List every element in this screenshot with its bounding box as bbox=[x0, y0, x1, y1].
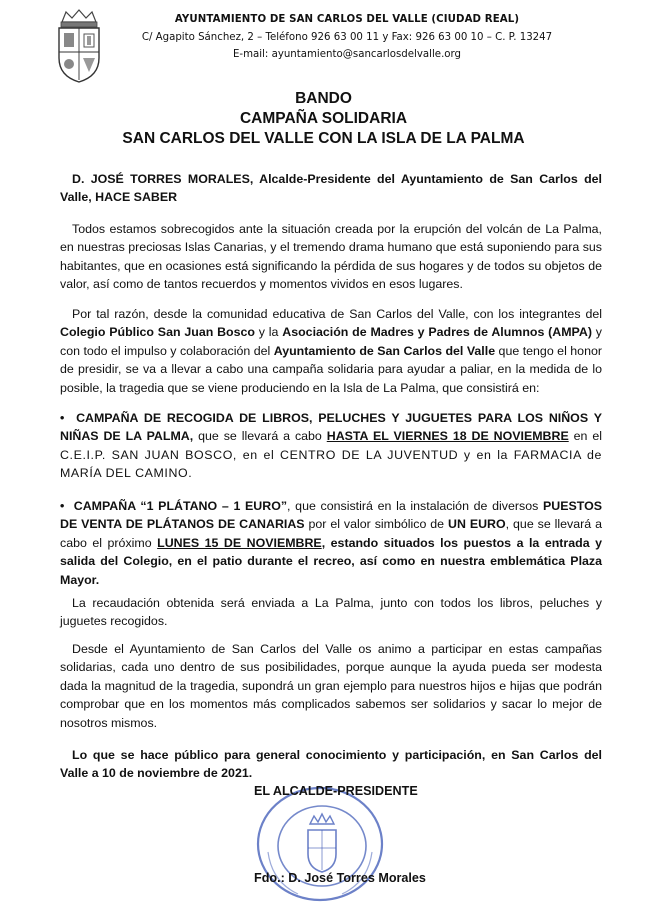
b2-locations: , estando situados los puestos a la entrada y salida del Colegio, en el patio durante el recreo, así como en nuestra emblemática Plaza Mayor. bbox=[60, 535, 602, 587]
p2-text-c: y la bbox=[254, 325, 283, 340]
header-org: AYUNTAMIENTO DE SAN CARLOS DEL VALLE (CIUDAD REAL) bbox=[174, 14, 520, 25]
bullet-books-campaign bbox=[60, 409, 602, 483]
b2-stalls: PUESTOS DE VENTA DE PLÁTANOS DE CANARIAS bbox=[60, 499, 602, 532]
title-subject: SAN CARLOS DEL VALLE CON LA ISLA DE LA PALMA bbox=[122, 130, 525, 147]
header-email: E-mail: ayuntamiento@sancarlosdelvalle.org bbox=[232, 49, 462, 60]
b2-text-f: , que se llevará a cabo el próximo bbox=[60, 517, 602, 550]
closing-paragraph: Lo que se hace público para general conocimiento y participación, en San Carlos del Valle a 10 de noviembre de 2021. bbox=[60, 748, 602, 781]
paragraph-encouragement: Desde el Ayuntamiento de San Carlos del Valle os animo a participar en estas campañas solidarias, cada uno dentro de sus posibilidades, porque aunque la ayuda pueda ser modesta dada la magnitud de la tragedia, supondrá un gran ejemplo para nuestros hijos e hijas que podrán comprobar que en los momentos más complicados sabemos ser solidarios y sacar lo mejor de nosotros mismos. bbox=[60, 642, 602, 730]
p2-text-g: que tengo el honor de presidir, se va a llevar a cabo una campaña solidaria para ayudar a paliar, en la medida de lo posible, la tragedia que se viene produciendo en la Isla de La Palma, que consistirá en: bbox=[60, 343, 602, 395]
b2-price: UN EURO bbox=[448, 517, 506, 532]
p2-text-a: Por tal razón, desde la comunidad educativa de San Carlos del Valle, con los integrantes del bbox=[72, 307, 602, 321]
header-address: C/ Agapito Sánchez, 2 – Teléfono 926 63 00 11 y Fax: 926 63 00 10 – C. P. 13247 bbox=[141, 32, 553, 43]
b2-heading: CAMPAÑA “1 PLÁTANO – 1 EURO” bbox=[73, 499, 288, 513]
coat-of-arms-icon bbox=[50, 8, 108, 84]
bullet-icon: • bbox=[60, 411, 77, 425]
b1-text-b: que se llevará a cabo bbox=[193, 429, 327, 444]
title-bando: BANDO bbox=[295, 90, 352, 107]
bullet-icon: • bbox=[60, 499, 74, 513]
b1-heading: CAMPAÑA DE RECOGIDA DE LIBROS, PELUCHES Y JUGUETES PARA LOS NIÑOS Y NIÑAS DE LA PALMA, bbox=[60, 411, 602, 444]
signature-role: EL ALCALDE-PRESIDENTE bbox=[254, 784, 418, 798]
title-campaign: CAMPAÑA SOLIDARIA bbox=[239, 110, 408, 127]
b2-text-d: por el valor simbólico de bbox=[304, 517, 449, 532]
b1-text-d: en el bbox=[568, 429, 602, 444]
intro-paragraph: D. JOSÉ TORRES MORALES, Alcalde-Presidente del Ayuntamiento de San Carlos del Valle, HACE SABER bbox=[60, 172, 602, 205]
town-hall-name: Ayuntamiento de San Carlos del Valle bbox=[273, 343, 496, 358]
school-name: Colegio Público San Juan Bosco bbox=[60, 325, 255, 340]
official-seal-icon bbox=[250, 782, 390, 904]
ampa-name: Asociación de Madres y Padres de Alumnos (AMPA) bbox=[282, 325, 592, 340]
signature-name: Fdo.: D. José Torres Morales bbox=[254, 871, 426, 885]
bullet-banana-campaign bbox=[60, 497, 602, 589]
b2-text-b: , que consistirá en la instalación de diversos bbox=[287, 499, 543, 513]
p2-text-e: y con todo el impulso y colaboración del bbox=[60, 325, 602, 358]
b2-date: LUNES 15 DE NOVIEMBRE bbox=[157, 535, 322, 550]
b1-locations: C.E.I.P. SAN JUAN BOSCO, en el CENTRO DE LA JUVENTUD y en la FARMACIA de MARÍA DEL CAMINO. bbox=[60, 447, 602, 481]
paragraph-situation: Todos estamos sobrecogidos ante la situación creada por la erupción del volcán de La Palma, en nuestras preciosas Islas Canarias, y el tremendo drama humano que está suponiendo para sus habitantes, que en ocasiones está significando la pérdida de sus hogares y de todos su objetos de valor, así como de tantos recuerdos y momentos vividos en esos lugares. bbox=[60, 222, 602, 292]
b1-deadline: HASTA EL VIERNES 18 DE NOVIEMBRE bbox=[326, 429, 569, 444]
paragraph-campaign bbox=[60, 305, 602, 397]
paragraph-proceeds: La recaudación obtenida será enviada a La Palma, junto con todos los libros, peluches y juguetes recogidos. bbox=[60, 596, 602, 629]
